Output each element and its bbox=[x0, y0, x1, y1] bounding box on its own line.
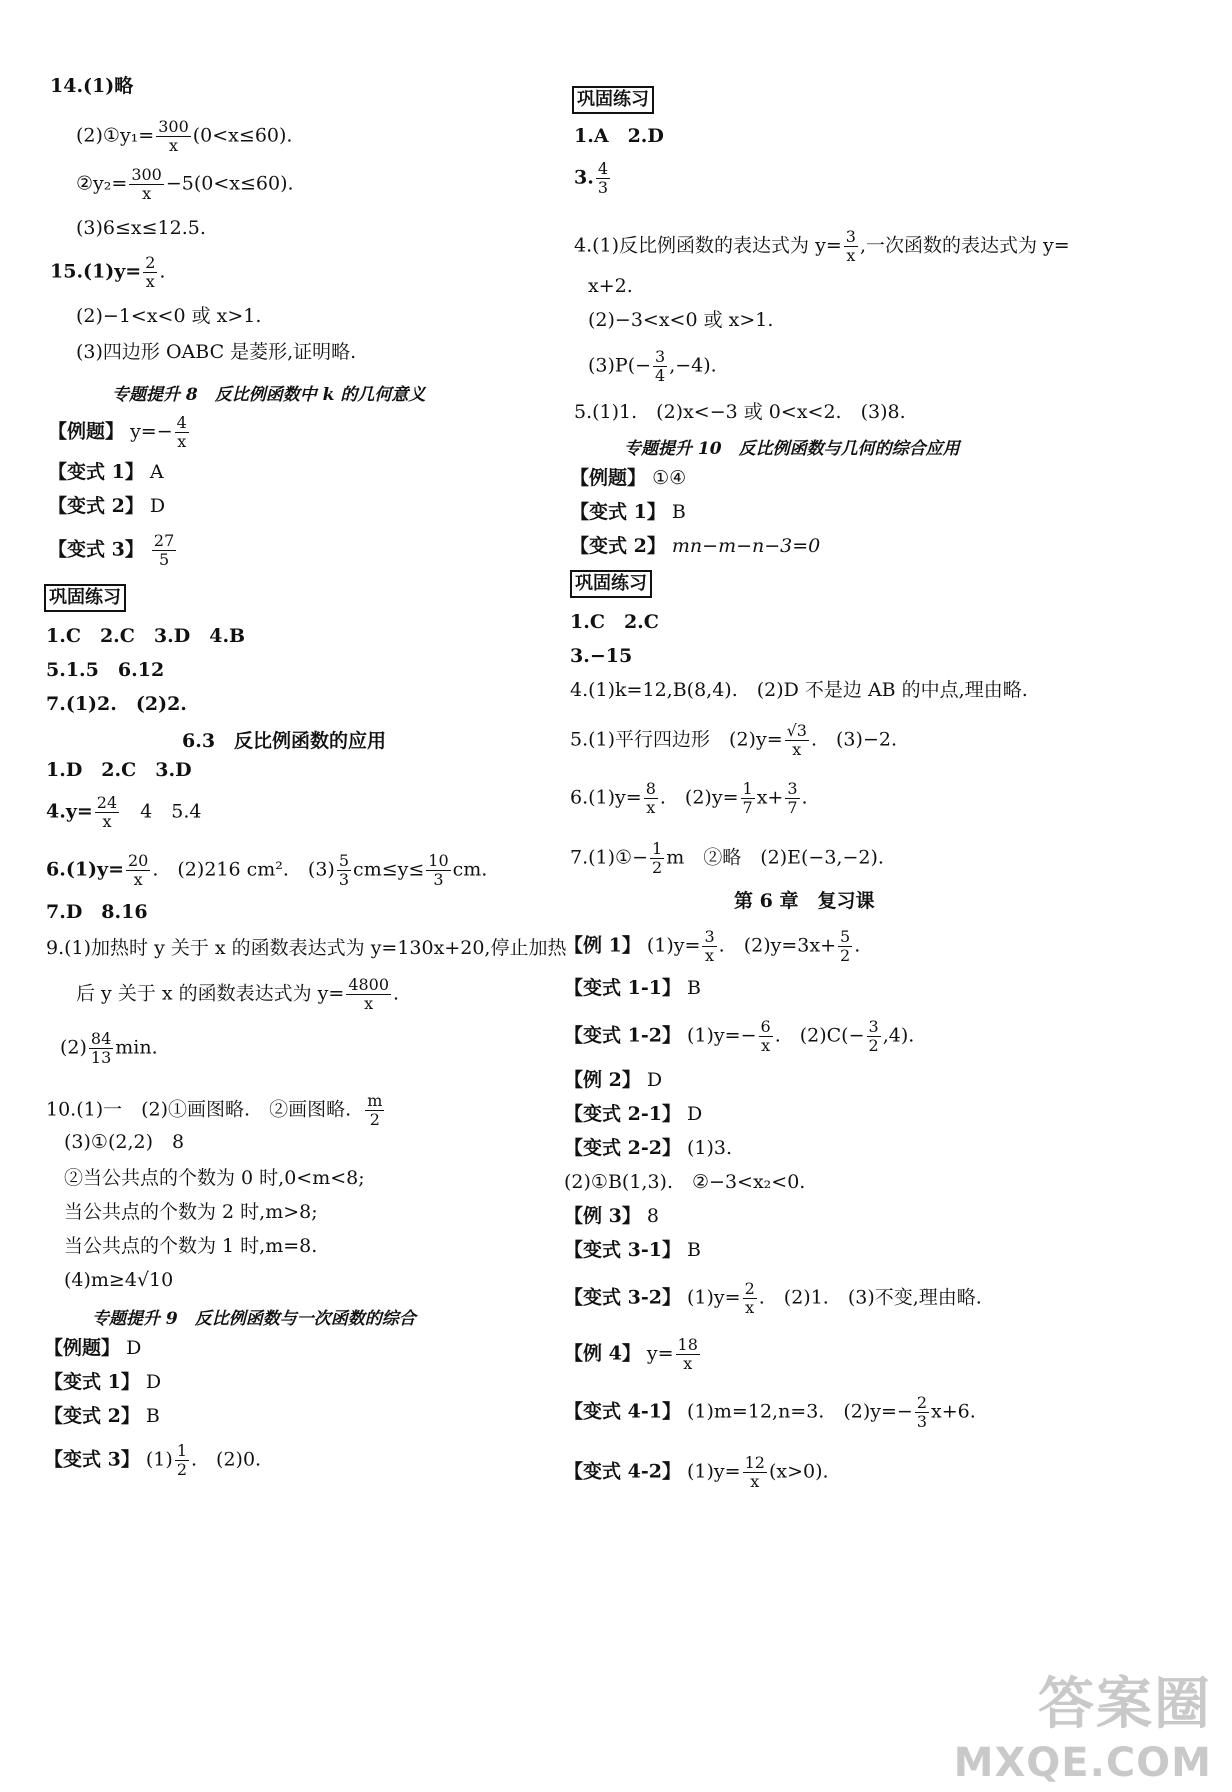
review-example-4: 【例 4】 y= $\frac{18}{x}$ bbox=[564, 1335, 698, 1373]
review-variant-3-1: 【变式 3-1】 B bbox=[564, 1239, 701, 1261]
review-variant-4-2: 【变式 4-2】 (1)y= $\frac{12}{x}$ (x>0). bbox=[564, 1453, 829, 1491]
q15-1: 15.(1)y= $\frac{2}{x}$ . bbox=[50, 253, 166, 291]
p3-q5: 5.(1)平行四边形 (2)y= $\frac{√3}{x}$ . (3)−2. bbox=[570, 721, 897, 759]
q14-2b: ②y₂= $\frac{300}{x}$ −5(0<x≤60). bbox=[76, 165, 294, 203]
section-9-title: 专题提升 9 反比例函数与一次函数的综合 bbox=[92, 1309, 416, 1329]
sec8-example: 【例题】 y=− $\frac{4}{x}$ bbox=[48, 413, 187, 451]
sec10-variant-1: 【变式 1】 B bbox=[570, 501, 686, 523]
r-q4: 4.(1)反比例函数的表达式为 y= $\frac{3}{x}$ ,一次函数的表达式为 y= bbox=[574, 227, 1070, 265]
watermark-line-2: MXQE.COM bbox=[953, 1740, 1212, 1786]
s63-q10-3: (3)①(2,2) 8 bbox=[64, 1131, 185, 1153]
review-variant-2-2-part-2: (2)①B(1,3). ②−3<x₂<0. bbox=[564, 1171, 806, 1193]
review-variant-1-1: 【变式 1-1】 B bbox=[564, 977, 701, 999]
watermark bbox=[954, 1660, 1212, 1786]
s63-q9-line-2: 后 y 关于 x 的函数表达式为 y= $\frac{4800}{x}$ . bbox=[76, 975, 400, 1013]
review-variant-2-1: 【变式 2-1】 D bbox=[564, 1103, 703, 1125]
review-variant-2-2: 【变式 2-2】 (1)3. bbox=[564, 1137, 733, 1159]
r-q4-3: (3)P(− $\frac{3}{4}$ ,−4). bbox=[588, 347, 717, 385]
practice-box-2: 巩固练习 bbox=[572, 86, 654, 114]
watermark-line-1: 答案圈 bbox=[1038, 1672, 1212, 1737]
p3-line-1: 1.C 2.C bbox=[570, 611, 659, 633]
sec10-variant-2: 【变式 2】 mn−m−n−3=0 bbox=[570, 535, 821, 557]
q14-3: (3)6≤x≤12.5. bbox=[76, 217, 206, 239]
s63-q10-3d: 当公共点的个数为 1 时,m=8. bbox=[64, 1235, 318, 1257]
r-q4-2: (2)−3<x<0 或 x>1. bbox=[588, 309, 774, 331]
review-variant-1-2: 【变式 1-2】 (1)y=− $\frac{6}{x}$ . (2)C(− $\frac{3}{2}$ ,4). bbox=[564, 1017, 915, 1055]
p1-line-3: 7.(1)2. (2)2. bbox=[46, 693, 187, 715]
s63-q10-3b: ②当公共点的个数为 0 时,0<m<8; bbox=[64, 1167, 365, 1189]
section-6-3-title: 6.3 反比例函数的应用 bbox=[182, 730, 387, 752]
s63-q4: 4.y= $\frac{24}{x}$ 4 5.4 bbox=[46, 793, 202, 831]
section-10-title: 专题提升 10 反比例函数与几何的综合应用 bbox=[624, 439, 960, 459]
sec9-variant-1: 【变式 1】 D bbox=[44, 1371, 162, 1393]
q14-1: 14.(1)略 bbox=[50, 75, 134, 97]
review-variant-3-2: 【变式 3-2】 (1)y= $\frac{2}{x}$ . (2)1. (3)不变,理由略. bbox=[564, 1279, 982, 1317]
s63-q7: 7.D 8.16 bbox=[46, 901, 148, 923]
review-example-2: 【例 2】 D bbox=[564, 1069, 663, 1091]
q14-2a: (2)①y₁= $\frac{300}{x}$ (0<x≤60). bbox=[76, 117, 293, 155]
review-variant-4-1: 【变式 4-1】 (1)m=12,n=3. (2)y=− $\frac{2}{3}$ x+6. bbox=[564, 1393, 976, 1431]
chapter-6-review-title: 第 6 章 复习课 bbox=[734, 890, 875, 912]
sec8-variant-2: 【变式 2】 D bbox=[48, 495, 166, 517]
r-line-2: 3. $\frac{4}{3}$ bbox=[574, 159, 609, 197]
p3-line-3: 4.(1)k=12,B(8,4). (2)D 不是边 AB 的中点,理由略. bbox=[570, 679, 1028, 701]
sec9-variant-2: 【变式 2】 B bbox=[44, 1405, 160, 1427]
sec8-variant-3: 【变式 3】 $\frac{27}{5}$ bbox=[48, 531, 175, 569]
r-line-1: 1.A 2.D bbox=[574, 125, 664, 147]
q15-2: (2)−1<x<0 或 x>1. bbox=[76, 305, 262, 327]
practice-box-3: 巩固练习 bbox=[570, 570, 652, 598]
p3-q6: 6.(1)y= $\frac{8}{x}$ . (2)y= $\frac{1}{7}$ x+ $\frac{3}{7}$ . bbox=[570, 779, 808, 817]
section-8-title: 专题提升 8 反比例函数中 k 的几何意义 bbox=[112, 385, 426, 405]
p1-line-2: 5.1.5 6.12 bbox=[46, 659, 165, 681]
s63-line-1: 1.D 2.C 3.D bbox=[46, 759, 192, 781]
p3-q7: 7.(1)①− $\frac{1}{2}$ m ②略 (2)E(−3,−2). bbox=[570, 839, 884, 877]
sec8-variant-1: 【变式 1】 A bbox=[48, 461, 164, 483]
r-q5: 5.(1)1. (2)x<−3 或 0<x<2. (3)8. bbox=[574, 401, 906, 423]
sec9-variant-3: 【变式 3】 (1) $\frac{1}{2}$ . (2)0. bbox=[44, 1441, 262, 1479]
sec9-example: 【例题】 D bbox=[44, 1337, 142, 1359]
review-example-1: 【例 1】 (1)y= $\frac{3}{x}$ . (2)y=3x+ $\frac{5}{2}$ . bbox=[564, 927, 861, 965]
s63-q10-3c: 当公共点的个数为 2 时,m>8; bbox=[64, 1201, 318, 1223]
sec10-example: 【例题】 ①④ bbox=[570, 467, 687, 489]
s63-q10: 10.(1)一 (2)①画图略. ②画图略. $\frac{m}{2}$ bbox=[46, 1091, 383, 1129]
s63-q6: 6.(1)y= $\frac{20}{x}$ . (2)216 cm². (3) $\frac{5}{3}$ cm≤y≤ $\frac{10}{3}$ cm. bbox=[46, 851, 488, 889]
s63-q9-2: (2) $\frac{84}{13}$ min. bbox=[60, 1029, 158, 1067]
p3-line-2: 3.−15 bbox=[570, 645, 633, 667]
p1-line-1: 1.C 2.C 3.D 4.B bbox=[46, 625, 246, 647]
r-q4-line-2: x+2. bbox=[588, 275, 633, 297]
review-example-3: 【例 3】 8 bbox=[564, 1205, 659, 1227]
practice-box-1: 巩固练习 bbox=[44, 584, 126, 612]
s63-q9-line-1: 9.(1)加热时 y 关于 x 的函数表达式为 y=130x+20,停止加热 bbox=[46, 937, 567, 959]
s63-q10-4: (4)m≥4√10 bbox=[64, 1269, 174, 1291]
q15-3: (3)四边形 OABC 是菱形,证明略. bbox=[76, 341, 357, 363]
